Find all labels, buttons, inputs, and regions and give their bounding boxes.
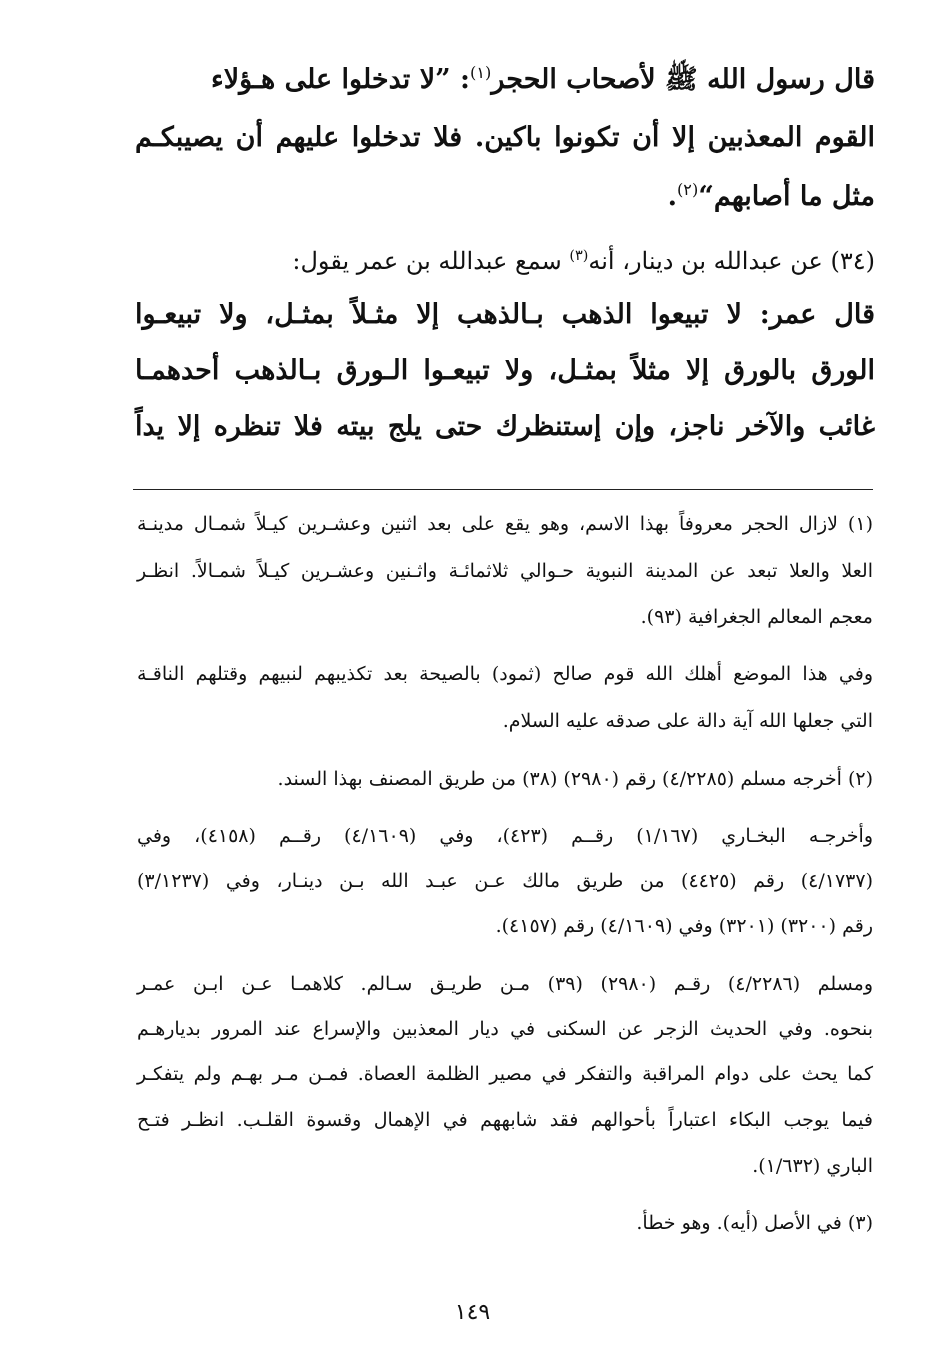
footnote-2c-line-5: الباري (١/٦٣٢). — [752, 1155, 873, 1177]
hadith-prev-line-1: قال رسول الله ﷺ لأصحاب الحجر$^{(١)}$: ”لا تدخلوا على هـؤلاء — [211, 63, 875, 95]
footnote-marker-1: (١) — [470, 63, 492, 82]
hadith-34-line-2: الورق بالورق إلا مثلاً بمثـل، ولا تبيعـوا الـورق بـالذهب أحدهمـا — [135, 355, 875, 386]
footnote-2c-line-2: بنحوه. وفي الحديث الزجر عن السكنى في ديار المعذبين والإسراع عند المرور بديارهـم — [137, 1018, 873, 1040]
footnote-separator — [133, 489, 873, 490]
hadith-34-line-1: قال عمر: لا تبيعوا الذهب بـالذهب إلا مثـلاً بمثـل، ولا تبيعـوا — [135, 299, 875, 330]
footnote-2-line-1: (٢) أخرجه مسلم (٤/٢٢٨٥) رقم (٢٩٨٠) (٣٨) من طريق المصنف بهذا السند. — [277, 768, 873, 790]
footnote-1b-line-2: التي جعلها الله آية دالة على صدقه عليه السلام. — [502, 710, 873, 732]
footnote-2b-line-3: رقم (٣٢٠٠) (٣٢٠١) وفي (٤/١٦٠٩) رقم (٤١٥٧). — [495, 915, 873, 937]
footnote-1-line-1: (١) لازال الحجر معروفاً بهذا الاسم، وهو يقع على بعد اثنين وعشـرين كيـلاً شمـال مدينـة — [137, 513, 873, 535]
hadith-34-line-3: غائب والآخر ناجز، وإن إستنظرك حتى يلج بيته فلا تنظره إلا يداً — [135, 411, 875, 442]
footnote-2c-line-3: كما يحث على دوام المراقبة والتفكر في مصير الظلمة العصاة. فمـن مـر بهـم ولم يتفكـر — [137, 1063, 873, 1085]
footnote-2b-line-2: (٤/١٧٣٧) رقم (٤٤٢٥) من طريق مالك عـن عبـد الله بـن دينـار، وفي (٣/١٢٣٧) — [137, 870, 873, 892]
footnote-marker-2: (٢) — [676, 180, 699, 199]
hadith-prev-line-2: القوم المعذبين إلا أن تكونوا باكين. فلا تدخلوا عليهم أن يصيبكـم — [135, 122, 875, 153]
footnote-3-line-1: (٣) في الأصل (أيه). وهو خطأ. — [636, 1212, 873, 1234]
footnote-2b-line-1: وأخرجـه البخـاري (١/١٦٧) رقــم (٤٢٣)، وفي (٤/١٦٠٩) رقــم (٤١٥٨)، وفي — [137, 825, 873, 847]
footnote-1-line-2: العلا والعلا تبعد عن المدينة النبوية حـوالي ثلاثمائـة واثـنين وعشـرين كيـلاً شمـالاً. انظـر — [137, 560, 873, 582]
hadith-34-isnad: (٣٤) عن عبدالله بن دينار، أنه$^{(٣)}$ سمع عبدالله بن عمر يقول: — [292, 247, 875, 275]
footnote-1-line-3: معجم المعالم الجغرافية (٩٣). — [640, 606, 873, 628]
footnote-2c-line-4: فيما يوجب البكاء اعتباراً بأحوالهم فقد شابههم في الإهمال وقسوة القلـب. انظـر فتـح — [137, 1109, 873, 1131]
footnote-2c-line-1: ومسلم (٤/٢٢٨٦) رقـم (٢٩٨٠) (٣٩) مـن طريـق سـالم. كلاهمـا عـن ابـن عمـر — [137, 973, 873, 995]
footnote-marker-3: (٣) — [569, 248, 589, 264]
page-number: ١٤٩ — [454, 1300, 491, 1325]
footnote-1b-line-1: وفي هذا الموضع أهلك الله قوم صالح (ثمود) بالصيحة بعد تكذيبهم لنبيهم وقتلهم الناقـة — [137, 663, 873, 685]
hadith-prev-line-3: مثل ما أصابهم“$^{(٢)}$. — [667, 180, 875, 212]
